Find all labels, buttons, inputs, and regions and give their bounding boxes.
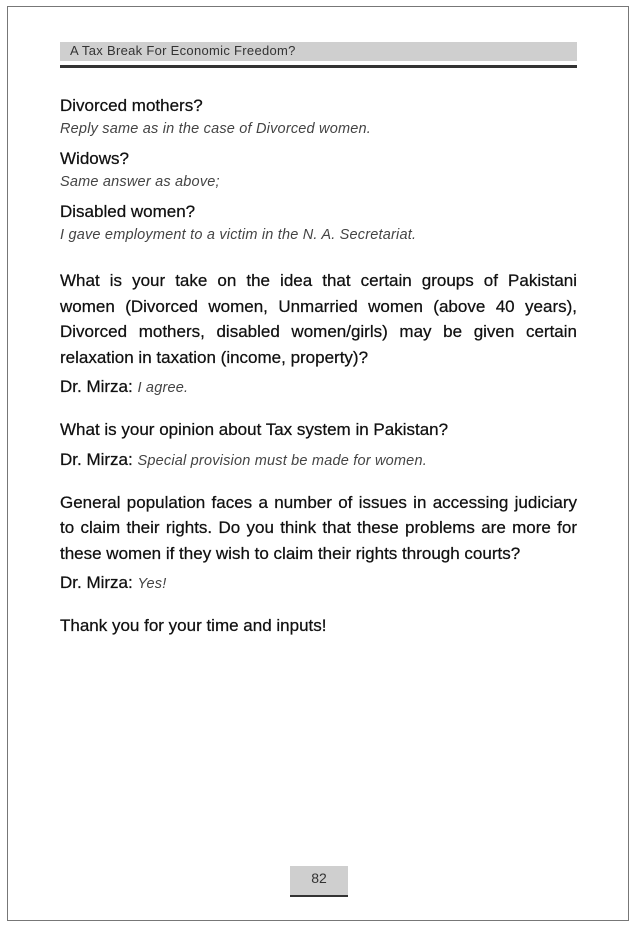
answer-text: Yes! [137,576,167,592]
speaker-name: Dr. Mirza: [60,573,133,592]
section-answer: I gave employment to a victim in the N. A. Secretariat. [60,227,417,243]
page-content [60,95,577,639]
section-answer: Reply same as in the case of Divorced women. [60,121,372,137]
qa-block-judiciary [60,490,577,596]
answer-text: I agree. [137,380,189,396]
section-divorced-mothers [60,95,577,139]
page-number-rule [290,895,348,897]
page-number: 82 [311,870,327,886]
speaker-name: Dr. Mirza: [60,377,133,396]
answer-line [60,376,577,399]
running-header-title: A Tax Break For Economic Freedom? [70,43,296,58]
question-text: General population faces a number of issues in accessing judiciary to claim their rights. Do you think that these problems are more for these women if they wish to claim their rights through courts? [60,492,577,563]
question-text: What is your take on the idea that certain groups of Pakistani women (Divorced women, Unmarried women (above 40 years), Divorced mothers, disabled women/girls) may be given certain relaxation in taxation (income, property)? [60,271,577,367]
header-rule [60,65,577,68]
section-heading: Divorced mothers? [60,96,203,115]
section-widows [60,148,577,192]
answer-line [60,449,577,472]
qa-block-tax-system [60,417,577,472]
section-answer: Same answer as above; [60,174,220,190]
section-heading: Disabled women? [60,202,196,221]
answer-text: Special provision must be made for women. [137,452,427,469]
question-text: What is your opinion about Tax system in Pakistan? [60,420,449,439]
section-disabled-women [60,201,577,245]
speaker-name: Dr. Mirza: [60,449,133,469]
closing-remark: Thank you for your time and inputs! [60,616,327,635]
section-heading: Widows? [60,149,129,168]
answer-line [60,572,577,595]
qa-block-tax-relaxation [60,268,577,399]
